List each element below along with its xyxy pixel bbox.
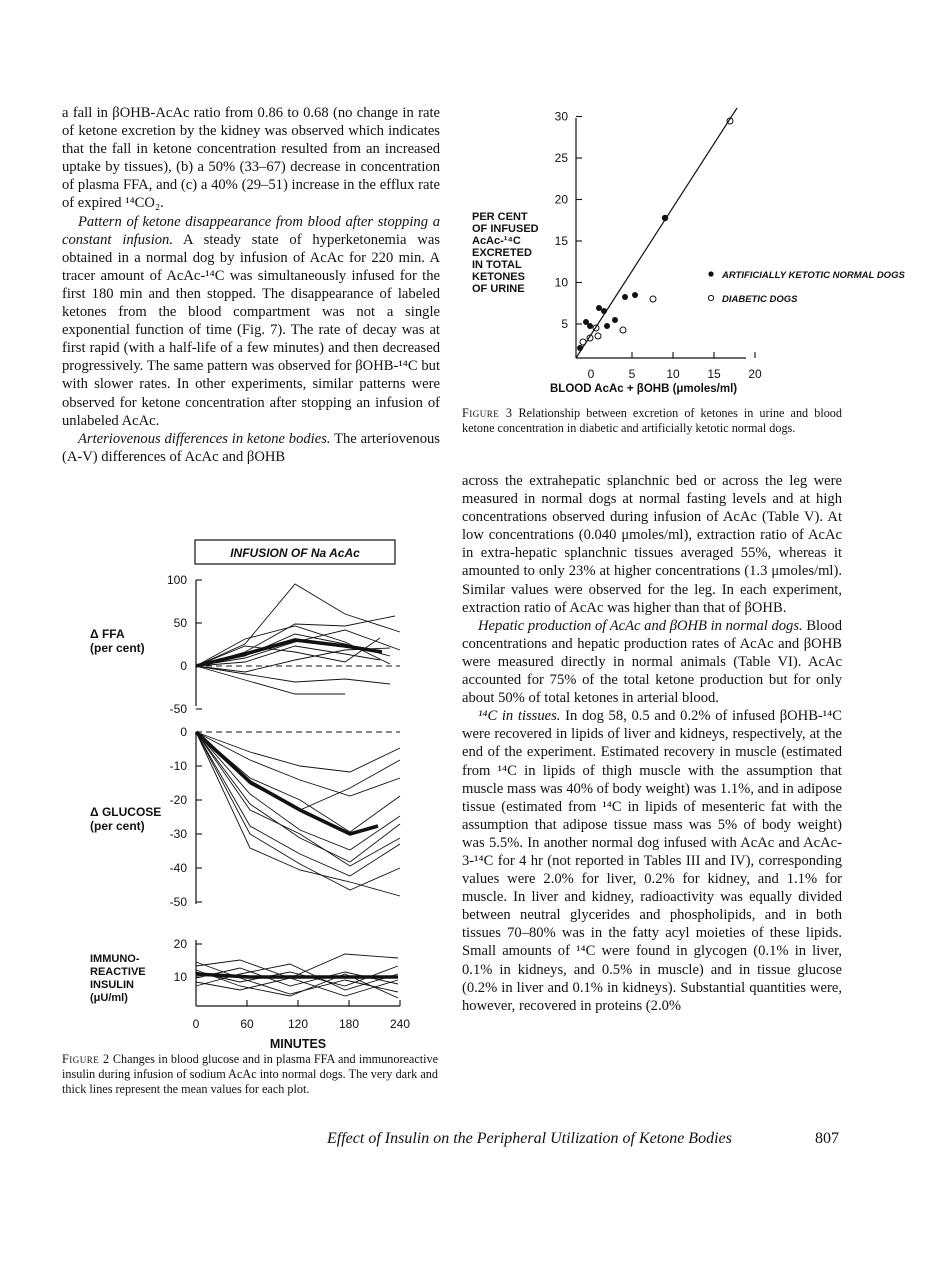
y-tick-label: 20 xyxy=(173,937,187,951)
axis-label-line: (per cent) xyxy=(90,819,145,833)
y-tick-label: 10 xyxy=(173,970,187,984)
legend-label-open: DIABETIC DOGS xyxy=(722,294,798,305)
running-title: Effect of Insulin on the Peripheral Utilization of Ketone Bodies xyxy=(327,1130,732,1147)
y-axis-ticks xyxy=(555,110,582,332)
data-point-filled xyxy=(622,294,628,300)
y-tick-label: 100 xyxy=(166,573,187,587)
data-point-open xyxy=(620,327,626,333)
figure-3-scatter xyxy=(462,100,905,400)
data-point-filled xyxy=(596,305,602,311)
legend-label-filled: ARTIFICIALLY KETOTIC NORMAL DOGS xyxy=(722,270,905,281)
y-tick-label: -50 xyxy=(169,895,187,909)
time-x-label: MINUTES xyxy=(269,1037,327,1051)
paragraph xyxy=(62,430,440,466)
time-x-ticks xyxy=(193,1000,411,1031)
data-point-filled xyxy=(612,317,618,323)
left-column-text xyxy=(62,104,440,466)
page-number: 807 xyxy=(815,1130,839,1147)
data-point-open xyxy=(580,339,586,345)
axis-label-line: (per cent) xyxy=(90,641,145,655)
data-point-filled xyxy=(577,345,583,351)
y-axis-label xyxy=(472,211,539,295)
x-tick-label: 15 xyxy=(707,367,721,381)
caption-label: Figure 3 xyxy=(462,406,513,420)
insulin-axis-label xyxy=(90,953,146,1004)
data-point-open xyxy=(650,296,656,302)
y-tick-label: 20 xyxy=(554,192,568,207)
data-point-filled xyxy=(587,323,593,329)
glucose-y-ticks xyxy=(170,725,202,909)
caption-text: Relationship between excretion of ketones in urine and blood ketone concentration in diabetic and artificially ketotic normal dogs. xyxy=(462,406,842,435)
y-tick-label: 10 xyxy=(554,275,568,290)
y-axis-label-line: OF INFUSED xyxy=(472,223,539,235)
y-tick-label: -40 xyxy=(169,861,187,875)
right-column-text xyxy=(462,472,842,1015)
axis-label-line: INSULIN xyxy=(90,979,134,991)
y-tick-label: 0 xyxy=(180,725,187,739)
y-tick-label: 15 xyxy=(554,234,568,248)
paragraph-body: The arteriovenous (A-V) differences of AcAc and βOHB xyxy=(62,430,440,465)
x-tick-label: 60 xyxy=(240,1017,254,1031)
y-tick-label: 30 xyxy=(554,109,568,124)
y-tick-label: -20 xyxy=(169,793,187,807)
paragraph-body: In dog 58, 0.5 and 0.2% of infused βOHB-¹⁴C were recovered in lipids of liver and kidneys, respectively, at the end of the experiment. Estimated recovery in muscle (estimated from ¹⁴C in lipids of thigh muscle with the assumption that muscle mass was 40% of body weight) was 1.1%, and in adipose tissue (estimated from ¹⁴C in lipids of mesenteric fat with the assumption that adipose tissue mass was 5% of body weight) was 5.5%. In another normal dog infused with AcAc and AcAc-3-¹⁴C for 4 hr (not reported in Tables III and IV), corresponding values were 2.0% for liver, 0.2% for kidney, and 1.1% for muscle. In liver and kidney, radioactivity was equally divided between neutral glycerides and phospholipids, and in both tissues 70–80% was in the fatty acyl moieties of these lipids. Small amounts of ¹⁴C were found in glycogen (0.1% in liver, 0.1% in kidneys, and 0.5% in muscle) and in tissue glucose (0.2% in liver and 0.1% in kidneys). Substantial quantities were, however, recovered in proteins (2.0% xyxy=(462,708,842,1014)
section-heading: Arteriovenous differences in ketone bodies. xyxy=(78,430,331,447)
figure-title: INFUSION OF Na AcAc xyxy=(230,546,360,560)
x-tick-label: 0 xyxy=(587,367,595,381)
regression-line xyxy=(576,108,737,358)
y-tick-label: 5 xyxy=(561,317,568,331)
x-tick-label: 20 xyxy=(748,367,762,381)
y-axis-label-line: OF URINE xyxy=(472,283,525,295)
caption-text: Changes in blood glucose and in plasma FFA and immunoreactive insulin during infusion of sodium AcAc into normal dogs. The very dark and thick lines represent the mean values for each plot. xyxy=(62,1052,439,1096)
axis-label-line: IMMUNO- xyxy=(90,953,140,965)
x-tick-label: 120 xyxy=(287,1017,309,1031)
x-tick-label: 10 xyxy=(666,367,680,381)
legend-marker-filled xyxy=(708,271,713,276)
axis-label-line: REACTIVE xyxy=(90,966,146,978)
axis-label-line: Δ FFA xyxy=(90,627,125,641)
paragraph: a fall in βOHB-AcAc ratio from 0.86 to 0.68 (no change in rate of ketone excretion by the kidney was observed which indicates that the fall in ketone concentration resulted from an increased uptake by tissues), (b) a 50% (33–67) decrease in concentration of plasma FFA, and (c) a 40% (29–51) increase in the efflux rate of expired ¹⁴CO₂. xyxy=(62,105,440,212)
glucose-axis-label xyxy=(90,805,161,833)
x-tick-label: 5 xyxy=(628,367,636,381)
x-tick-label: 0 xyxy=(192,1017,200,1031)
data-point-open xyxy=(595,333,601,339)
figure-3-caption xyxy=(462,406,842,436)
paragraph: across the extrahepatic splanchnic bed or across the leg were measured in normal dogs at normal fasting levels and at high concentrations observed during infusion of AcAc (Table V). At low concentrations (0.040 μmoles/ml), extraction ratio of AcAc in extra-hepatic splanchnic tissues averaged 55%, whereas it amounted to only 23% at higher concentrations (1.3 μmoles/ml). Similar values were observed for the leg. In each experiment, extraction ratio of AcAc was higher than that of βOHB. xyxy=(462,473,842,616)
ffa-y-ticks xyxy=(167,573,202,716)
y-axis-label-line: IN TOTAL xyxy=(472,259,522,271)
glucose-dog-lines xyxy=(196,732,400,896)
insulin-y-ticks xyxy=(174,937,202,984)
x-axis-label: BLOOD AcAc + βOHB (μmoles/ml) xyxy=(550,383,738,395)
section-heading: Hepatic production of AcAc and βOHB in normal dogs. xyxy=(478,617,803,634)
paragraph xyxy=(462,707,842,1015)
y-axis-label-line: KETONES xyxy=(472,271,525,283)
y-tick-label: -50 xyxy=(169,702,187,716)
data-point-filled xyxy=(601,308,607,314)
y-axis-label-line: PER CENT xyxy=(472,211,528,223)
insulin-mean-line xyxy=(196,974,398,977)
y-tick-label: -10 xyxy=(169,759,187,773)
figure-2-caption xyxy=(62,1052,438,1097)
y-axis-label-line: EXCRETED xyxy=(472,247,532,259)
figure-2-line-plots xyxy=(60,534,440,1052)
axis-label-line: Δ GLUCOSE xyxy=(90,805,162,819)
data-point-filled xyxy=(604,323,610,329)
paragraph xyxy=(62,213,440,430)
paragraph-body: Blood concentrations and hepatic production rates of AcAc and βOHB were measured directly in normal animals (Table VI). AcAc accounted for 75% of the total ketone production but for only about 50% of total ketones in arterial blood. xyxy=(462,617,843,707)
data-point-filled xyxy=(662,215,668,221)
section-heading: Pattern of ketone disappearance from blood after stopping a constant infusion. xyxy=(62,213,440,248)
x-tick-label: 240 xyxy=(389,1017,411,1031)
y-tick-label: 50 xyxy=(173,616,187,630)
paragraph-body: A steady state of hyperketonemia was obtained in a normal dog by infusion of AcAc for 220 min. A tracer amount of AcAc-¹⁴C was simultaneously infused for the first 180 min and then stopped. The disappearance of labeled ketones from the blood compartment was not a single exponential function of time (Fig. 7). The rate of decay was at first rapid (with a half-life of a few minutes) and then decreased progressively. The same pattern was observed for βOHB-¹⁴C but with slower rates. In other experiments, similar patterns were observed for ketone concentration after stopping an infusion of unlabeled AcAc. xyxy=(62,231,440,429)
x-axis-ticks xyxy=(588,352,762,381)
y-tick-label: 0 xyxy=(180,659,187,673)
section-heading: ¹⁴C in tissues. xyxy=(478,708,561,725)
y-axis-label-line: AcAc-¹⁴C xyxy=(472,235,521,247)
paragraph xyxy=(462,617,842,707)
axis-label-line: (μU/ml) xyxy=(90,992,128,1004)
ffa-axis-label xyxy=(90,627,145,655)
caption-label: Figure 2 xyxy=(62,1052,110,1066)
data-point-filled xyxy=(632,292,638,298)
y-tick-label: -30 xyxy=(169,827,187,841)
legend-marker-open xyxy=(708,295,713,300)
x-tick-label: 180 xyxy=(338,1017,360,1031)
y-tick-label: 25 xyxy=(554,151,568,165)
